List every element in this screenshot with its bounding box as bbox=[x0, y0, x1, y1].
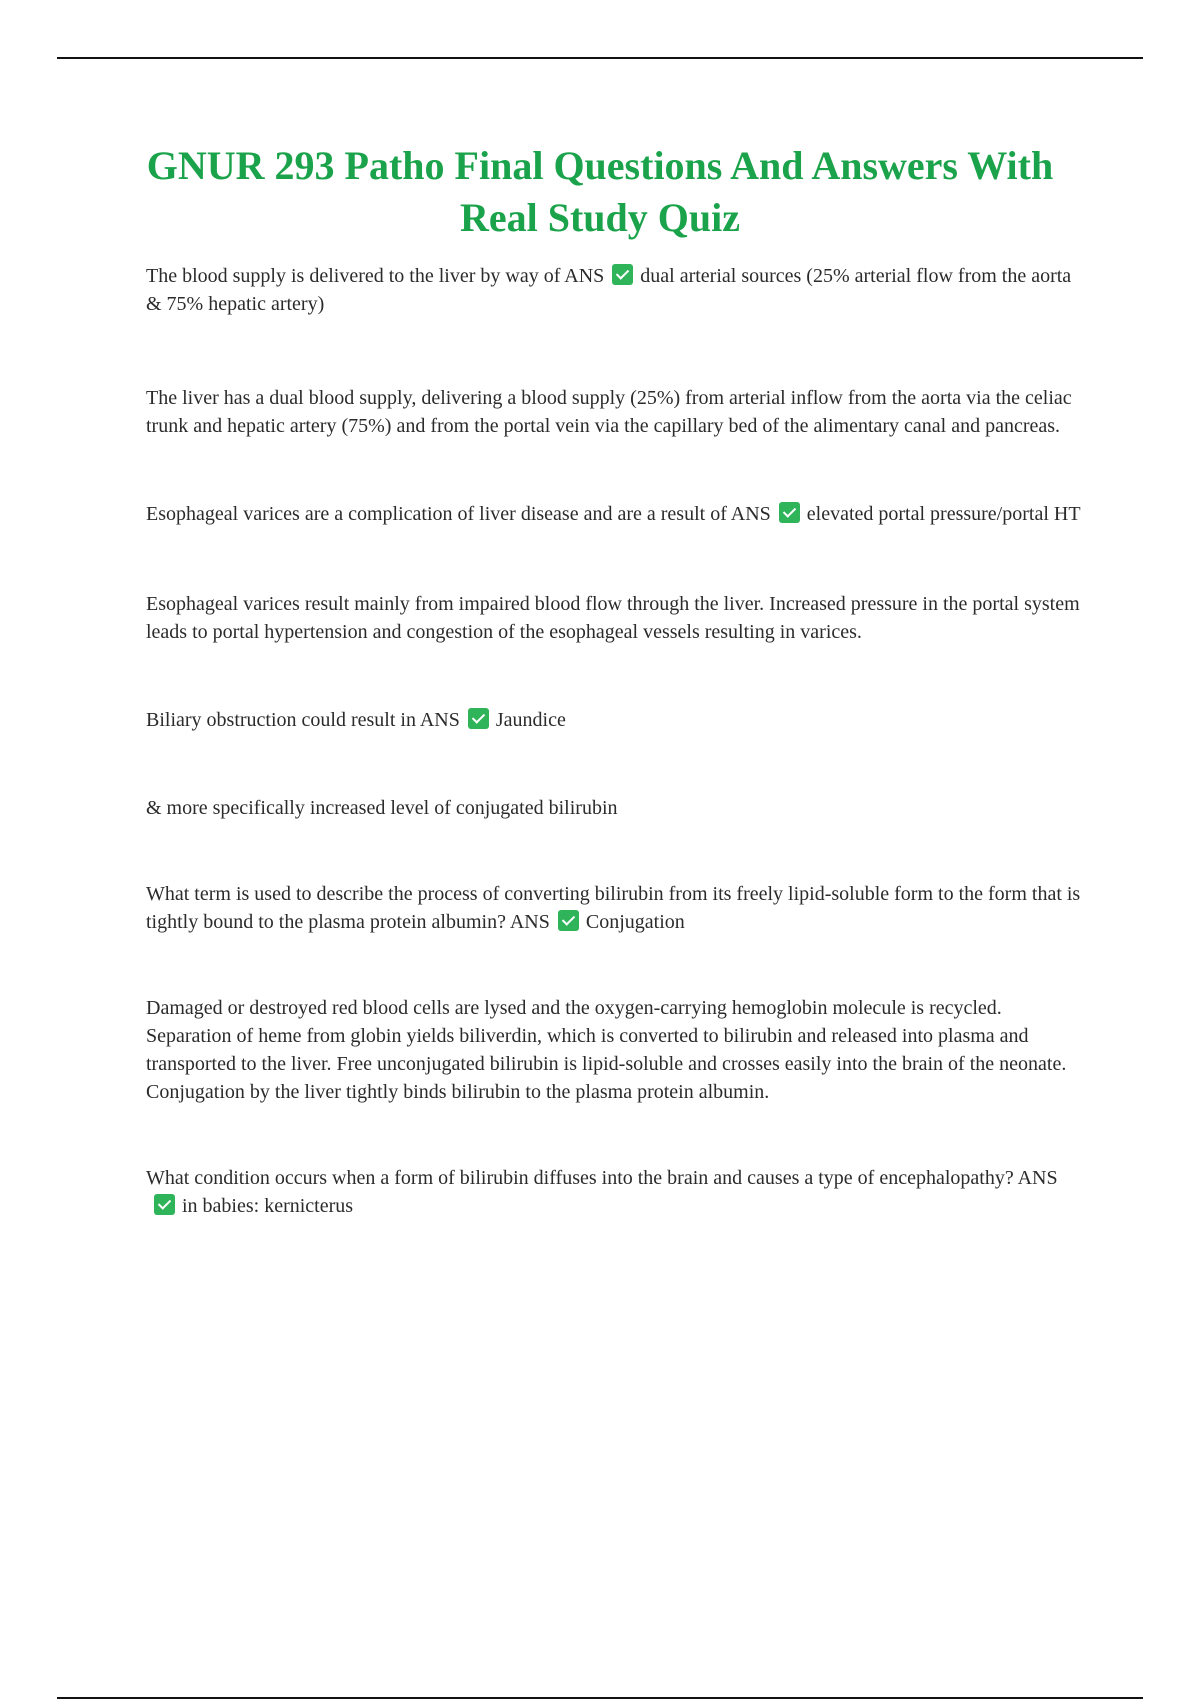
checkmark-icon bbox=[779, 502, 800, 523]
answer-text: in babies: kernicterus bbox=[182, 1195, 354, 1217]
qa-item bbox=[146, 500, 1086, 528]
checkmark-icon bbox=[612, 264, 633, 285]
qa-item bbox=[146, 706, 1086, 734]
explanation-paragraph: The liver has a dual blood supply, delivering a blood supply (25%) from arterial inflow from the aorta via the celiac trunk and hepatic artery (75%) and from the portal vein via the capillary bed of the alimentary canal and pancreas. bbox=[146, 387, 1072, 437]
explanation-paragraph: Damaged or destroyed red blood cells are lysed and the oxygen-carrying hemoglobin molecule is recycled. Separation of heme from globin yields biliverdin, which is converted to bilirubin and released into plasma and transported to the liver. Free unconjugated bilirubin is lipid-soluble and crosses easily into the brain of the neonate. Conjugation by the liver tightly binds bilirubin to the plasma protein albumin. bbox=[146, 997, 1067, 1103]
qa-item bbox=[146, 1164, 1086, 1220]
answer-text: Conjugation bbox=[585, 911, 685, 933]
checkmark-icon bbox=[558, 910, 579, 931]
answer-text: dual arterial sources (25% arterial flow from the aorta & 75% hepatic artery) bbox=[146, 265, 1072, 315]
explanation-paragraph: Esophageal varices result mainly from impaired blood flow through the liver. Increased pressure in the portal system leads to portal hypertension and congestion of the esophageal vessels resulting in varices. bbox=[146, 593, 1080, 643]
checkmark-icon bbox=[468, 708, 489, 729]
answer-text: elevated portal pressure/portal HT bbox=[806, 503, 1081, 525]
top-rule bbox=[57, 57, 1143, 59]
qa-item bbox=[146, 880, 1086, 936]
question-text: The blood supply is delivered to the liver by way of ANS bbox=[146, 265, 605, 287]
question-text: What term is used to describe the process of converting bilirubin from its freely lipid-soluble form to the form that is tightly bound to the plasma protein albumin? ANS bbox=[146, 883, 1081, 933]
qa-item bbox=[146, 262, 1086, 318]
title-line-2: Real Study Quiz bbox=[459, 195, 741, 240]
title-line-1: GNUR 293 Patho Final Questions And Answers With bbox=[146, 143, 1054, 188]
bottom-rule bbox=[57, 1697, 1143, 1699]
question-text: Esophageal varices are a complication of liver disease and are a result of ANS bbox=[146, 503, 771, 525]
answer-text: Jaundice bbox=[495, 709, 566, 731]
question-text: What condition occurs when a form of bilirubin diffuses into the brain and causes a type of encephalopathy? ANS bbox=[146, 1167, 1058, 1189]
question-text: Biliary obstruction could result in ANS bbox=[146, 709, 460, 731]
document-body bbox=[146, 262, 1086, 1220]
checkmark-icon bbox=[154, 1194, 175, 1215]
explanation-paragraph: & more specifically increased level of conjugated bilirubin bbox=[146, 797, 618, 819]
page-title bbox=[60, 140, 1140, 244]
